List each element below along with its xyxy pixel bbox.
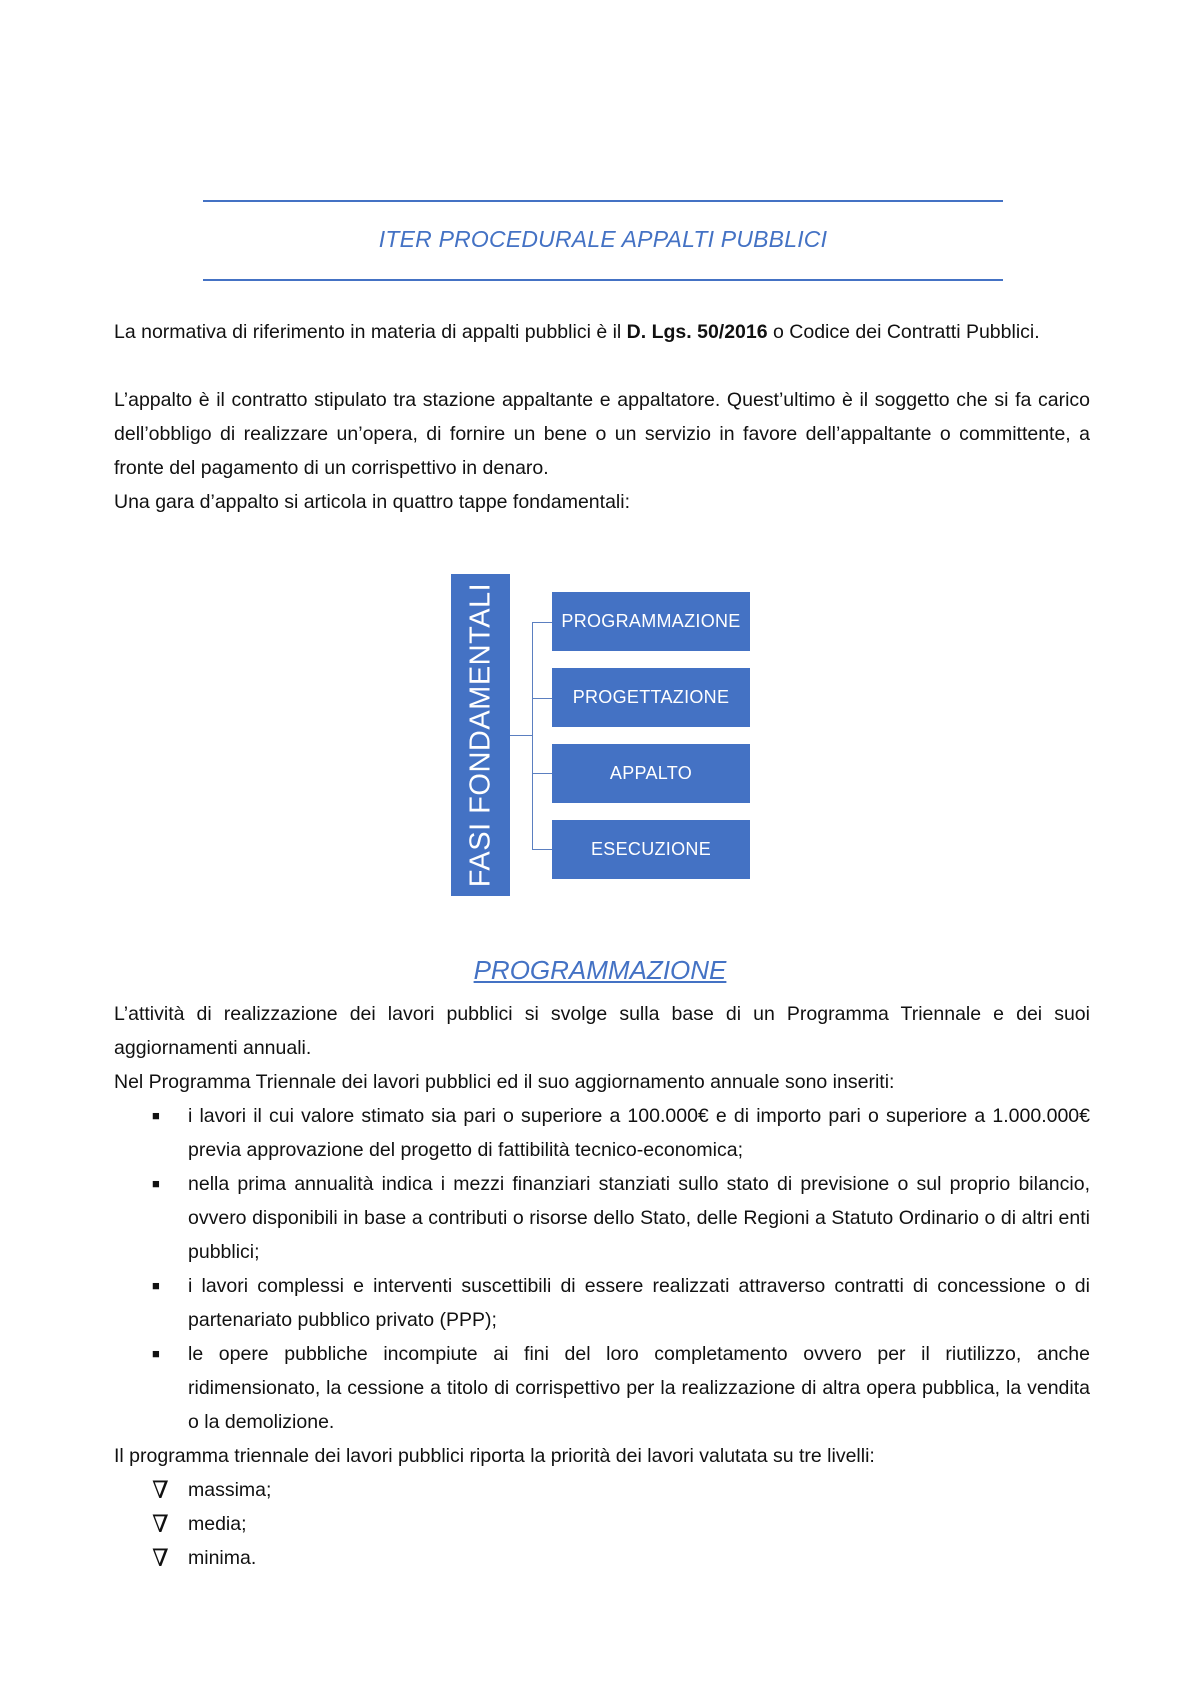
list-item: [114, 1269, 1090, 1337]
list-item-text: i lavori il cui valore stimato sia pari o superiore a 100.000€ e di importo pari o superiore a 1.000.000€ previa approvazione del progetto di fattibilità tecnico-economica;: [188, 1105, 1090, 1161]
list-item: [114, 1167, 1090, 1269]
page-title: ITER PROCEDURALE APPALTI PUBBLICI: [378, 226, 828, 252]
intro-paragraph-1: [114, 315, 1090, 349]
programmazione-paragraph-2: Nel Programma Triennale dei lavori pubblici ed il suo aggiornamento annuale sono inseriti:: [114, 1071, 895, 1093]
diagram-root-box: [451, 574, 510, 896]
square-bullet-icon: ■: [152, 1176, 160, 1191]
phase-box-progettazione: PROGETTAZIONE: [552, 668, 750, 727]
square-bullet-icon: ■: [152, 1346, 160, 1361]
diagram-connector-1: [532, 622, 552, 623]
diagram-connector-2: [532, 698, 552, 699]
priority-label: minima.: [188, 1547, 257, 1569]
list-item-text: nella prima annualità indica i mezzi finanziari stanziati sullo stato di previsione o sul proprio bilancio, ovvero disponibili in base a contributi o risorse dello Stato, delle Regioni a Statuto Ordinario o di altri enti pubblici;: [188, 1173, 1090, 1263]
priority-item-minima: [114, 1541, 1090, 1575]
intro-p1-text-end: o Codice dei Contratti Pubblici.: [767, 321, 1040, 343]
phase-box-appalto: APPALTO: [552, 744, 750, 803]
square-bullet-icon: ■: [152, 1278, 160, 1293]
list-item: [114, 1099, 1090, 1167]
square-bullet-icon: ■: [152, 1108, 160, 1123]
nabla-bullet-icon: ∇: [152, 1510, 169, 1538]
priority-item-media: [114, 1507, 1090, 1541]
priority-label: massima;: [188, 1479, 272, 1501]
title-bottom-rule: [203, 279, 1003, 281]
list-item-text: le opere pubbliche incompiute ai fini del loro completamento ovvero per il riutilizzo, anche ridimensionato, la cessione a titolo di corrispettivo per la realizzazione di altra opera pubblica, la vendita o la demolizione.: [188, 1343, 1090, 1433]
law-reference: D. Lgs. 50/2016: [626, 321, 768, 343]
intro-paragraph-3: Una gara d’appalto si articola in quattro tappe fondamentali:: [114, 491, 630, 513]
diagram-connector-4: [532, 849, 552, 850]
diagram-connector-trunk: [532, 622, 533, 849]
title-top-rule: [203, 200, 1003, 202]
list-item-text: i lavori complessi e interventi suscettibili di essere realizzati attraverso contratti di concessione o di partenariato pubblico privato (PPP);: [188, 1275, 1090, 1331]
section-title-programmazione: PROGRAMMAZIONE: [473, 955, 727, 985]
priority-label: media;: [188, 1513, 247, 1535]
nabla-bullet-icon: ∇: [152, 1544, 169, 1572]
intro-p1-text: La normativa di riferimento in materia di appalti pubblici è il: [114, 321, 627, 343]
diagram-connector-root: [510, 735, 532, 736]
nabla-bullet-icon: ∇: [152, 1476, 169, 1504]
intro-paragraph-2: L’appalto è il contratto stipulato tra stazione appaltante e appaltatore. Quest’ultimo è il soggetto che si fa carico dell’obbligo di realizzare un’opera, di fornire un bene o un servizio in favore dell’appaltante o committente, a fronte del pagamento di un corrispettivo in denaro.: [114, 389, 1090, 479]
diagram-root-label: FASI FONDAMENTALI: [464, 582, 496, 888]
programmazione-paragraph-1: L’attività di realizzazione dei lavori pubblici si svolge sulla base di un Programma Triennale e dei suoi aggiornamenti annuali.: [114, 1003, 1090, 1059]
priority-item-massima: [114, 1473, 1090, 1507]
diagram-connector-3: [532, 773, 552, 774]
programmazione-paragraph-3: Il programma triennale dei lavori pubblici riporta la priorità dei lavori valutata su tre livelli:: [114, 1445, 875, 1467]
phase-box-esecuzione: ESECUZIONE: [552, 820, 750, 879]
phase-box-programmazione: PROGRAMMAZIONE: [552, 592, 750, 651]
list-item: [114, 1337, 1090, 1439]
